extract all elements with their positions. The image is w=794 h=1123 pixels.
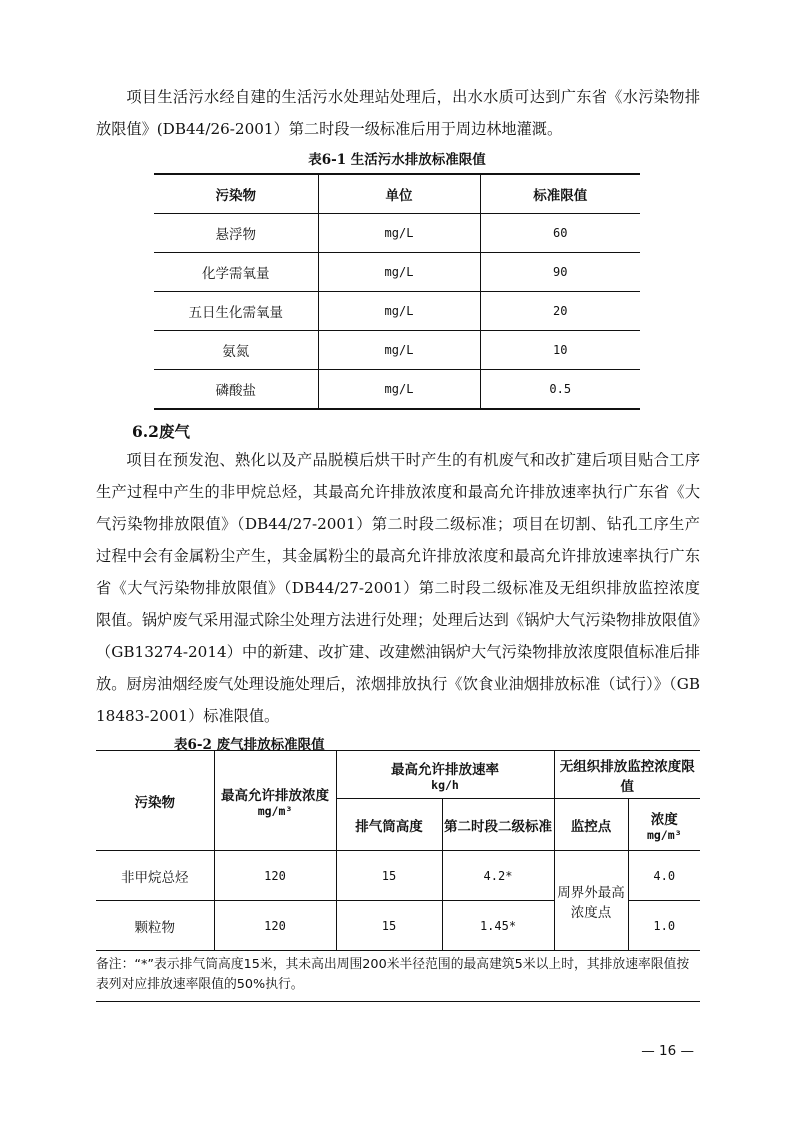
cell-unit: mg/L	[318, 253, 480, 292]
header-concentration	[628, 799, 700, 851]
cell-pollutant: 悬浮物	[154, 214, 318, 253]
cell-max-concentration: 120	[214, 851, 336, 901]
table-header-row	[154, 174, 640, 214]
cell-rate: 1.45*	[442, 901, 554, 951]
table-note: 备注：“*”表示排气筒高度15米，其未高出周围200米半径范围的最高建筑5米以上时，其排放速率限值按表列对应排放速率限值的50%执行。	[96, 951, 700, 1002]
table-row	[96, 851, 700, 901]
table2-caption: 表6-2 废气排放标准限值	[174, 737, 325, 753]
cell-monitor-point: 周界外最高浓度点	[554, 851, 628, 951]
header-concentration-label: 浓度	[650, 811, 678, 828]
cell-limit: 60	[480, 214, 640, 253]
cell-unit: mg/L	[318, 214, 480, 253]
header-monitor-point: 监控点	[554, 799, 628, 851]
cell-unit: mg/L	[318, 370, 480, 410]
cell-limit: 90	[480, 253, 640, 292]
page-number: — 16 —	[641, 1043, 694, 1059]
table-note-row	[96, 951, 700, 1002]
cell-stack-height: 15	[336, 851, 442, 901]
cell-concentration: 1.0	[628, 901, 700, 951]
cell-pollutant: 五日生化需氧量	[154, 292, 318, 331]
header-max-rate-label: 最高允许排放速率	[391, 761, 499, 778]
table1-caption: 表6-1 生活污水排放标准限值	[308, 152, 486, 168]
header-fugitive-limit: 无组织排放监控浓度限值	[554, 751, 700, 799]
header-unit: 单位	[318, 174, 480, 214]
table-row	[154, 214, 640, 253]
header-max-rate	[336, 751, 554, 799]
header-pollutant: 污染物	[154, 174, 318, 214]
header-pollutant: 污染物	[96, 751, 214, 851]
paragraph-wastewater: 项目生活污水经自建的生活污水处理站处理后，出水水质可达到广东省《水污染物排放限值》(DB44/26-2001）第二时段一级标准后用于周边林地灌溉。	[96, 88, 700, 138]
header-max-concentration-unit: mg/m³	[257, 803, 293, 818]
header-concentration-unit: mg/m³	[646, 827, 682, 842]
table-row	[154, 331, 640, 370]
cell-unit: mg/L	[318, 292, 480, 331]
header-second-stage: 第二时段二级标准	[442, 799, 554, 851]
cell-stack-height: 15	[336, 901, 442, 951]
table-row	[154, 370, 640, 410]
table-row	[154, 292, 640, 331]
cell-rate: 4.2*	[442, 851, 554, 901]
cell-concentration: 4.0	[628, 851, 700, 901]
wastewater-standards-table	[154, 173, 640, 410]
table-row	[154, 253, 640, 292]
cell-limit: 0.5	[480, 370, 640, 410]
cell-pollutant: 氨氮	[154, 331, 318, 370]
header-max-rate-unit: kg/h	[431, 777, 459, 792]
header-max-concentration-label: 最高允许排放浓度	[221, 787, 329, 804]
cell-limit: 10	[480, 331, 640, 370]
section-heading: 6.2废气	[132, 422, 190, 441]
cell-max-concentration: 120	[214, 901, 336, 951]
cell-pollutant: 化学需氧量	[154, 253, 318, 292]
cell-pollutant: 非甲烷总烃	[96, 851, 214, 901]
table-header-row	[96, 751, 700, 799]
cell-limit: 20	[480, 292, 640, 331]
cell-unit: mg/L	[318, 331, 480, 370]
paragraph-exhaust-gas: 项目在预发泡、熟化以及产品脱模后烘干时产生的有机废气和改扩建后项目贴合工序生产过程中产生的非甲烷总烃，其最高允许排放浓度和最高允许排放速率执行广东省《大气污染物排放限值》（DB44/27-2001）第二时段二级标准；项目在切割、钻孔工序生产过程中会有金属粉尘产生，其金属粉尘的最高允许排放浓度和最高允许排放速率执行广东省《大气污染物排放限值》（DB44/27-2001）第二时段二级标准及无组织排放监控浓度限值。锅炉废气采用湿式除尘处理方法进行处理；处理后达到《锅炉大气污染物排放限值》（GB13274-2014）中的新建、改扩建、改建燃油锅炉大气污染物排放浓度限值标准后排放。厨房油烟经废气处理设施处理后，浓烟排放执行《饮食业油烟排放标准（试行）》（GB 18483-2001）标准限值。	[96, 451, 700, 725]
exhaust-standards-table	[96, 750, 700, 1002]
header-stack-height: 排气筒高度	[336, 799, 442, 851]
cell-pollutant: 颗粒物	[96, 901, 214, 951]
header-max-concentration	[214, 751, 336, 851]
header-limit: 标准限值	[480, 174, 640, 214]
cell-pollutant: 磷酸盐	[154, 370, 318, 410]
